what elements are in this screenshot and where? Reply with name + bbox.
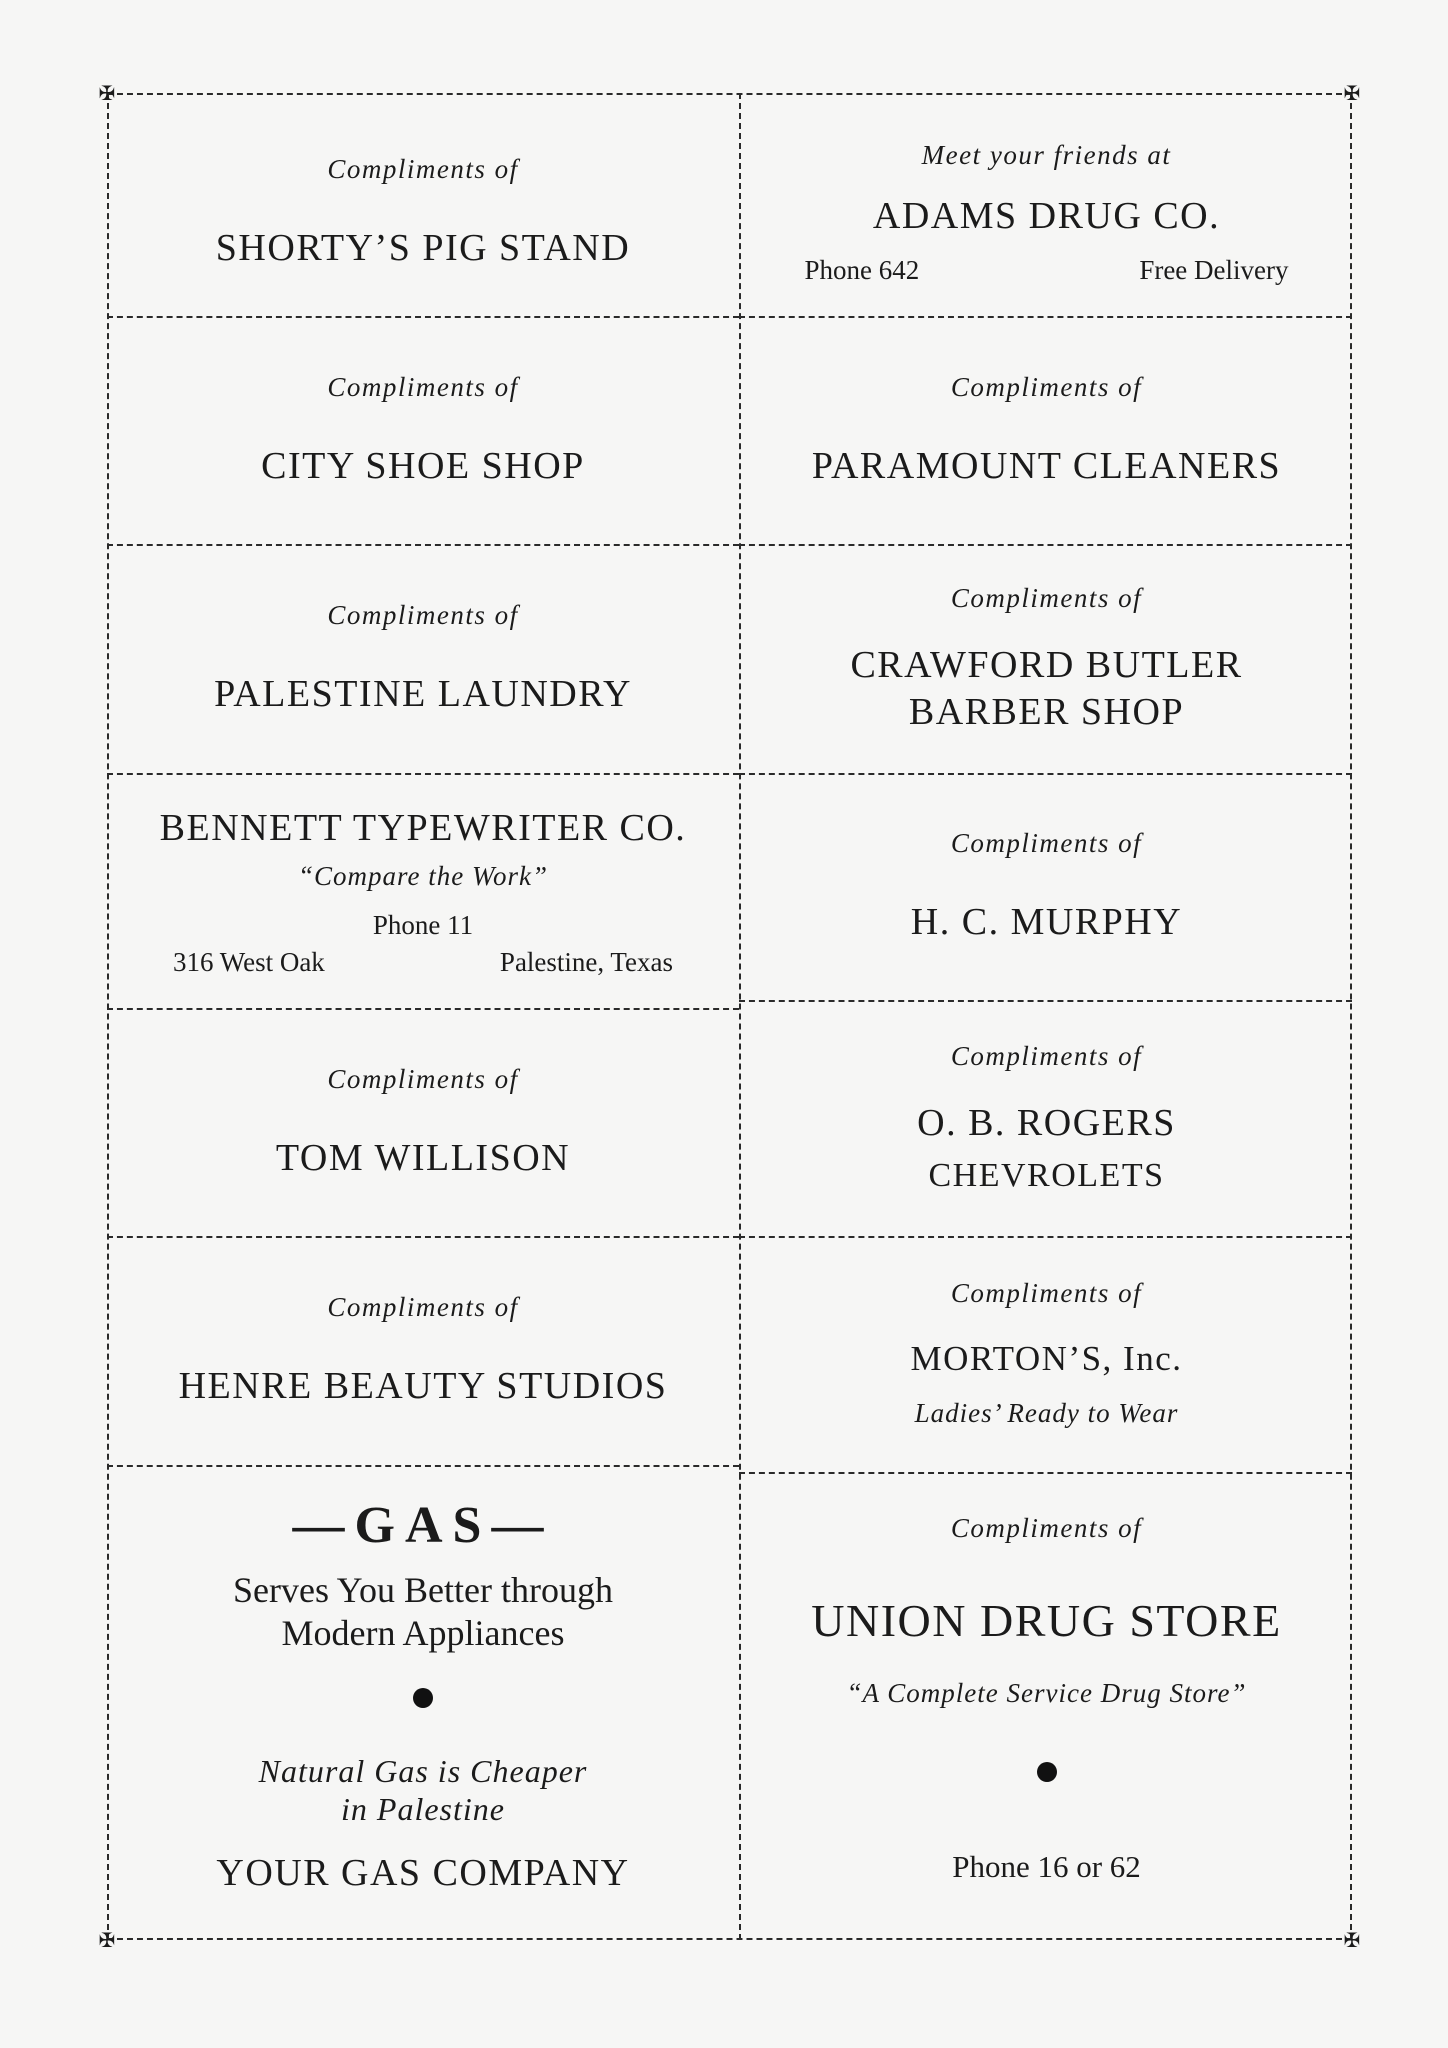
ad-crawford-butler: [741, 546, 1352, 773]
ad-slogan: “A Complete Service Drug Store”: [846, 1678, 1247, 1709]
ad-slogan: “Compare the Work”: [297, 861, 549, 892]
ad-business-name: SHORTY’S PIG STAND: [215, 226, 631, 269]
ad-intro: Compliments of: [327, 153, 519, 184]
ad-city-shoe-shop: [107, 318, 739, 544]
ad-gas-company: [107, 1467, 739, 1927]
ad-phone: Phone 11: [372, 909, 474, 940]
ad-intro: Compliments of: [950, 828, 1143, 859]
ad-business-name: MORTON’S, Inc.: [910, 1339, 1183, 1379]
ad-intro: Compliments of: [327, 1292, 519, 1323]
ad-city: Palestine, Texas: [499, 947, 673, 978]
ad-intro: Compliments of: [950, 371, 1143, 402]
ad-business-name: ADAMS DRUG CO.: [872, 195, 1221, 238]
ad-intro: Meet your friends at: [921, 140, 1172, 171]
ad-gas-line: Serves You Better through: [233, 1570, 613, 1611]
ad-henre-beauty-studios: [107, 1238, 739, 1465]
ad-business-name: HENRE BEAUTY STUDIOS: [178, 1365, 668, 1408]
ad-business-name: BARBER SHOP: [908, 691, 1185, 733]
ad-gas-tagline: Natural Gas is Cheaper: [258, 1752, 588, 1789]
bullet-dot-icon: [1037, 1762, 1057, 1782]
ad-union-drug-store: [741, 1474, 1352, 1927]
ad-business-name: O. B. ROGERS: [917, 1101, 1176, 1144]
ad-phone: Phone 16 or 62: [952, 1848, 1141, 1884]
ad-delivery: Free Delivery: [1139, 254, 1289, 285]
ad-intro: Compliments of: [950, 1278, 1143, 1309]
ad-gas-title: —GAS—: [292, 1497, 554, 1555]
corner-ornament-bottom-left: ✠: [98, 1928, 116, 1952]
ad-gas-line: Modern Appliances: [281, 1613, 565, 1654]
ad-subtitle: Ladies’ Ready to Wear: [914, 1398, 1179, 1429]
ad-business-name: PARAMOUNT CLEANERS: [811, 444, 1282, 487]
ad-subtitle: CHEVROLETS: [928, 1157, 1165, 1194]
ad-business-name: UNION DRUG STORE: [811, 1595, 1282, 1647]
corner-ornament-top-left: ✠: [98, 81, 116, 105]
ad-business-name: BENNETT TYPEWRITER CO.: [159, 806, 687, 849]
ad-intro: Compliments of: [950, 582, 1143, 613]
corner-ornament-top-right: ✠: [1343, 81, 1361, 105]
ad-mortons: [741, 1238, 1352, 1472]
ad-address-row: [173, 947, 673, 978]
ad-intro: Compliments of: [950, 1513, 1143, 1544]
ad-paramount-cleaners: [741, 318, 1352, 544]
ad-tom-willison: [107, 1010, 739, 1236]
ad-intro: Compliments of: [950, 1040, 1143, 1071]
corner-ornament-bottom-right: ✠: [1343, 1928, 1361, 1952]
ad-business-name: H. C. MURPHY: [910, 901, 1183, 944]
ad-shortys-pig-stand: [107, 110, 739, 316]
ad-phone: Phone 642: [804, 254, 920, 285]
ad-business-name: PALESTINE LAUNDRY: [214, 673, 632, 716]
ad-intro: Compliments of: [327, 600, 519, 631]
ad-intro: Compliments of: [327, 1063, 519, 1094]
ad-gas-tagline: in Palestine: [341, 1790, 505, 1827]
ad-palestine-laundry: [107, 546, 739, 773]
ad-business-name: CRAWFORD BUTLER: [850, 643, 1243, 686]
ad-business-name: TOM WILLISON: [275, 1136, 571, 1179]
ad-business-name: CITY SHOE SHOP: [261, 444, 585, 487]
ad-bennett-typewriter: [107, 775, 739, 1008]
bullet-dot-icon: [413, 1688, 433, 1708]
ad-intro: Compliments of: [327, 371, 519, 402]
ad-hc-murphy: [741, 775, 1352, 1000]
ad-adams-drug: [741, 110, 1352, 316]
ad-contact-row: [805, 255, 1289, 286]
ad-ob-rogers: [741, 1002, 1352, 1236]
ad-address: 316 West Oak: [173, 947, 325, 978]
ad-business-name: YOUR GAS COMPANY: [216, 1852, 630, 1895]
